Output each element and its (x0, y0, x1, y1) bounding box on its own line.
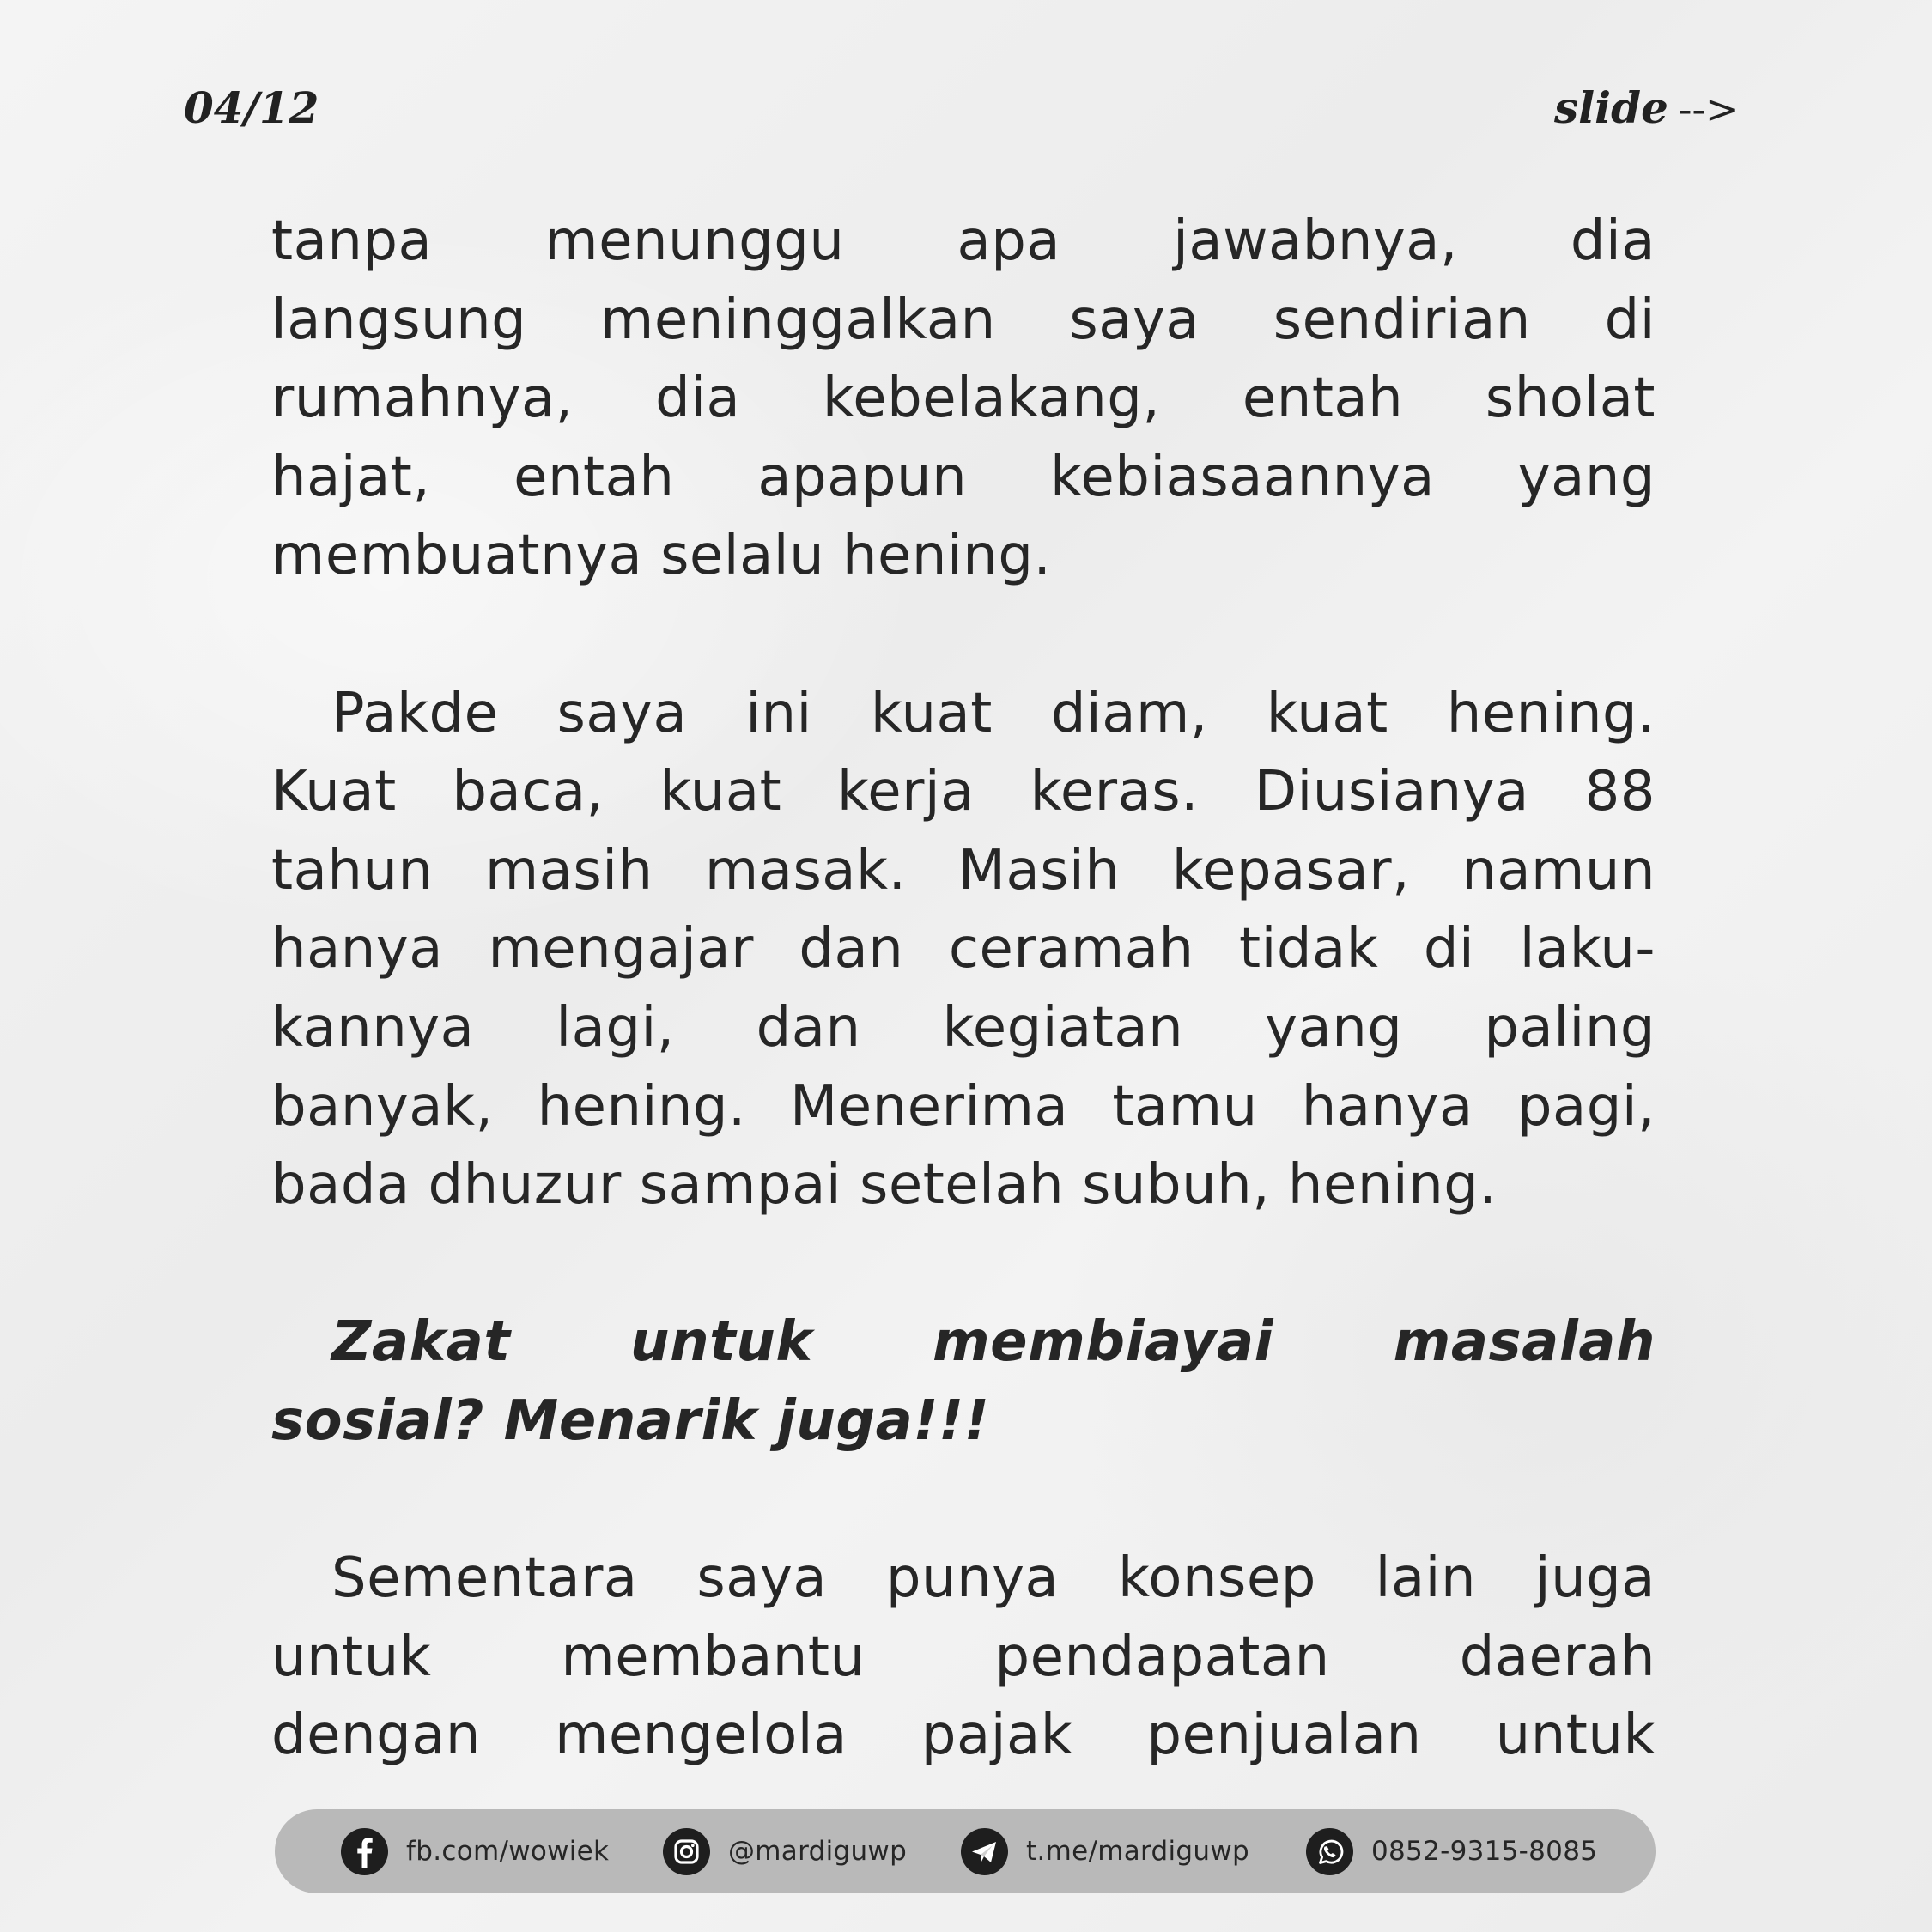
text-line: membuatnya selalu hening. (271, 524, 1052, 588)
text-line: untuk membantu pendapatan daerah (271, 1625, 1656, 1689)
facebook-icon (341, 1828, 388, 1875)
text-line: sosial? Menarik juga!!! (271, 1388, 990, 1453)
text-line: rumahnya, dia kebelakang, entah sholat (271, 367, 1656, 431)
text-line: hajat, entah apapun kebiasaannya yang (271, 445, 1656, 509)
next-slide-hint (1554, 82, 1739, 135)
text-line: Pakde saya ini kuat diam, kuat hening. (331, 681, 1656, 745)
text-line: Kuat baca, kuat kerja keras. Diusianya 88 (271, 760, 1656, 824)
facebook-label: fb.com/wowiek (406, 1836, 610, 1867)
whatsapp-contact[interactable] (1306, 1809, 1597, 1893)
text-line: Zakat untuk membiayai masalah (331, 1310, 1656, 1375)
text-line: kannya lagi, dan kegiatan yang paling (271, 995, 1656, 1060)
text-line: dengan mengelola pajak penjualan untuk (271, 1704, 1656, 1768)
paragraph-4 (271, 1540, 1656, 1776)
instagram-contact[interactable] (663, 1809, 907, 1893)
slide-label: slide (1554, 82, 1668, 133)
text-line: bada dhuzur sampai setelah subuh, hening. (271, 1153, 1498, 1218)
paragraph-1 (271, 203, 1656, 596)
text-line: Sementara saya punya konsep lain juga (331, 1546, 1656, 1611)
text-line: hanya mengajar dan ceramah tidak di laku- (271, 917, 1656, 981)
whatsapp-icon (1306, 1828, 1353, 1875)
facebook-contact[interactable] (341, 1809, 609, 1893)
text-line: langsung meninggalkan saya sendirian di (271, 288, 1656, 352)
instagram-label: @mardiguwp (728, 1836, 908, 1867)
article-body (271, 203, 1656, 1854)
telegram-contact[interactable] (961, 1809, 1249, 1893)
paragraph-2 (271, 675, 1656, 1225)
telegram-label: t.me/mardiguwp (1026, 1836, 1249, 1867)
instagram-icon (663, 1828, 710, 1875)
text-line: tanpa menunggu apa jawabnya, dia (271, 210, 1656, 273)
arrow-right-icon: --> (1678, 86, 1739, 132)
page-indicator: 04/12 (184, 82, 319, 133)
text-line: banyak, hening. Menerima tamu hanya pagi, (271, 1074, 1656, 1139)
text-line: tahun masih masak. Masih kepasar, namun (271, 838, 1656, 902)
highlight-question (271, 1303, 1656, 1461)
whatsapp-label: 0852-9315-8085 (1371, 1836, 1598, 1867)
social-contact-bar (275, 1809, 1656, 1893)
telegram-icon (961, 1828, 1008, 1875)
